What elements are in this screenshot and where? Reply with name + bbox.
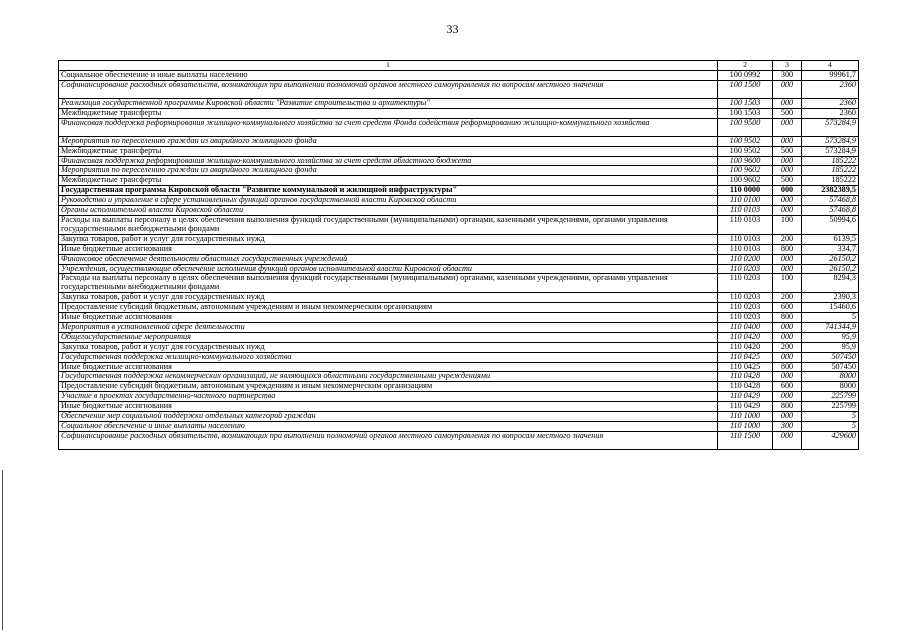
table-row	[59, 176, 859, 186]
table-row	[59, 146, 859, 156]
header-col-1: 1	[59, 61, 718, 71]
row-code: 110 0425	[718, 362, 773, 372]
row-amount: 5	[802, 412, 859, 422]
row-code: 110 0203	[718, 293, 773, 303]
row-amount: 8000	[802, 372, 859, 382]
table-header-row	[59, 61, 859, 71]
row-name: Закупка товаров, работ и услуг для государственных нужд	[59, 293, 718, 303]
row-name: Межбюджетные трансферты	[59, 176, 718, 186]
row-name: Государственная поддержка некоммерческих организаций, не являющихся областными государственными учреждениями	[59, 372, 718, 382]
row-type: 100	[773, 215, 802, 234]
row-name: Реализация государственной программы Кировской области "Развитие строительства и архитектуры"	[59, 98, 718, 108]
row-code: 110 0428	[718, 382, 773, 392]
row-code: 100 1503	[718, 108, 773, 118]
row-amount: 2360	[802, 80, 859, 98]
row-code: 100 9500	[718, 118, 773, 136]
row-amount: 573284,9	[802, 136, 859, 146]
table-row	[59, 71, 859, 81]
row-code: 110 0425	[718, 352, 773, 362]
table-row	[59, 254, 859, 264]
row-code: 100 9502	[718, 146, 773, 156]
table-row	[59, 136, 859, 146]
row-type: 300	[773, 422, 802, 432]
row-code: 110 0203	[718, 264, 773, 274]
row-name: Иные бюджетные ассигнования	[59, 402, 718, 412]
row-amount: 429600	[802, 431, 859, 449]
row-name: Мероприятия по переселению граждан из аварийного жилищного фонда	[59, 136, 718, 146]
row-type: 500	[773, 176, 802, 186]
table-row	[59, 352, 859, 362]
table-row	[59, 303, 859, 313]
row-amount: 2360	[802, 108, 859, 118]
table-row	[59, 332, 859, 342]
row-type: 000	[773, 166, 802, 176]
row-amount: 573284,9	[802, 146, 859, 156]
row-amount: 50994,6	[802, 215, 859, 234]
row-code: 110 1000	[718, 412, 773, 422]
row-name: Софинансирование расходных обязательств, возникающих при выполнении полномочий органов местного самоуправления по вопросам местного значения	[59, 431, 718, 449]
row-type: 000	[773, 156, 802, 166]
row-type: 000	[773, 186, 802, 196]
table-row	[59, 186, 859, 196]
row-code: 100 9602	[718, 166, 773, 176]
row-name: Социальное обеспечение и иные выплаты населению	[59, 71, 718, 81]
row-code: 110 0000	[718, 186, 773, 196]
row-name: Закупка товаров, работ и услуг для государственных нужд	[59, 342, 718, 352]
row-name: Учреждения, осуществляющие обеспечение исполнения функций органов исполнительной власти Кировской области	[59, 264, 718, 274]
row-type: 800	[773, 313, 802, 323]
row-name: Межбюджетные трансферты	[59, 108, 718, 118]
row-type: 000	[773, 118, 802, 136]
table-row	[59, 264, 859, 274]
table-row	[59, 118, 859, 136]
row-name: Финансовая поддержка реформирования жилищно-коммунального хозяйства за счет средств Фонда содействия реформированию жилищно-коммунального хозяйства	[59, 118, 718, 136]
row-amount: 99961,7	[802, 71, 859, 81]
table-row	[59, 80, 859, 98]
row-type: 000	[773, 332, 802, 342]
row-amount: 507450	[802, 362, 859, 372]
row-code: 110 0103	[718, 244, 773, 254]
table-row	[59, 342, 859, 352]
table-row	[59, 215, 859, 234]
table-row	[59, 431, 859, 449]
budget-table	[58, 60, 859, 450]
row-type: 200	[773, 293, 802, 303]
row-type: 600	[773, 382, 802, 392]
row-amount: 225799	[802, 392, 859, 402]
row-amount: 95,9	[802, 342, 859, 352]
row-name: Финансовое обеспечение деятельности областных государственных учреждений	[59, 254, 718, 264]
row-amount: 225799	[802, 402, 859, 412]
row-type: 800	[773, 402, 802, 412]
table-row	[59, 382, 859, 392]
row-name: Органы исполнительной власти Кировской области	[59, 206, 718, 216]
row-type: 000	[773, 412, 802, 422]
row-code: 110 0400	[718, 322, 773, 332]
row-type: 000	[773, 322, 802, 332]
row-amount: 8000	[802, 382, 859, 392]
row-code: 110 0428	[718, 372, 773, 382]
table-row	[59, 196, 859, 206]
row-name: Социальное обеспечение и иные выплаты населению	[59, 422, 718, 432]
row-name: Руководство и управление в сфере установленных функций органов государственной власти Кировской области	[59, 196, 718, 206]
row-code: 110 0203	[718, 274, 773, 293]
row-amount: 185222	[802, 166, 859, 176]
table-row	[59, 156, 859, 166]
row-type: 000	[773, 392, 802, 402]
row-amount: 8294,3	[802, 274, 859, 293]
table-row	[59, 422, 859, 432]
row-type: 200	[773, 234, 802, 244]
row-type: 000	[773, 196, 802, 206]
table-row	[59, 402, 859, 412]
row-code: 110 0203	[718, 303, 773, 313]
table-row	[59, 234, 859, 244]
row-code: 110 0429	[718, 402, 773, 412]
row-code: 100 9600	[718, 156, 773, 166]
row-amount: 57468,8	[802, 206, 859, 216]
row-name: Участие в проектах государственно-частного партнерства	[59, 392, 718, 402]
row-code: 100 1500	[718, 80, 773, 98]
row-type: 000	[773, 80, 802, 98]
row-name: Межбюджетные трансферты	[59, 146, 718, 156]
row-amount: 185222	[802, 176, 859, 186]
row-type: 000	[773, 352, 802, 362]
page-number: 33	[446, 22, 459, 36]
row-amount: 26150,2	[802, 264, 859, 274]
row-amount: 6139,5	[802, 234, 859, 244]
row-type: 000	[773, 264, 802, 274]
row-amount: 2390,3	[802, 293, 859, 303]
row-code: 110 0203	[718, 313, 773, 323]
table-row	[59, 98, 859, 108]
table-row	[59, 108, 859, 118]
table-row	[59, 313, 859, 323]
table-row	[59, 392, 859, 402]
row-type: 000	[773, 254, 802, 264]
row-type: 200	[773, 342, 802, 352]
row-amount: 2360	[802, 98, 859, 108]
row-amount: 507450	[802, 352, 859, 362]
row-name: Обеспечение мер социальной поддержки отдельных категорий граждан	[59, 412, 718, 422]
row-type: 800	[773, 362, 802, 372]
table-row	[59, 244, 859, 254]
table-row	[59, 274, 859, 293]
row-name: Расходы на выплаты персоналу в целях обеспечения выполнения функций государственными (муниципальными) органами, казенными учреждениями, органами управления государственными внебюджетными фондами	[59, 215, 718, 234]
row-type: 000	[773, 372, 802, 382]
row-code: 100 9502	[718, 136, 773, 146]
row-type: 100	[773, 274, 802, 293]
row-name: Закупка товаров, работ и услуг для государственных нужд	[59, 234, 718, 244]
table-row	[59, 166, 859, 176]
row-code: 110 0420	[718, 342, 773, 352]
row-type: 500	[773, 146, 802, 156]
header-col-3: 3	[773, 61, 802, 71]
row-amount: 2382389,5	[802, 186, 859, 196]
row-name: Предоставление субсидий бюджетным, автономным учреждениям и иным некоммерческим организациям	[59, 303, 718, 313]
row-type: 300	[773, 71, 802, 81]
row-name: Предоставление субсидий бюджетным, автономным учреждениям и иным некоммерческим организациям	[59, 382, 718, 392]
header-col-4: 4	[802, 61, 859, 71]
row-type: 000	[773, 206, 802, 216]
row-type: 800	[773, 244, 802, 254]
row-name: Государственная программа Кировской области "Развитие коммунальной и жилищной инфраструктуры"	[59, 186, 718, 196]
row-amount: 573284,9	[802, 118, 859, 136]
table-row	[59, 206, 859, 216]
row-code: 110 0103	[718, 215, 773, 234]
row-amount: 57468,8	[802, 196, 859, 206]
row-name: Иные бюджетные ассигнования	[59, 362, 718, 372]
row-code: 110 0429	[718, 392, 773, 402]
row-amount: 95,9	[802, 332, 859, 342]
row-name: Мероприятия по переселению граждан из аварийного жилищного фонда	[59, 166, 718, 176]
row-code: 110 0103	[718, 234, 773, 244]
table-row	[59, 372, 859, 382]
row-name: Софинансирование расходных обязательств, возникающих при выполнении полномочий органов местного самоуправления по вопросам местного значения	[59, 80, 718, 98]
row-type: 000	[773, 98, 802, 108]
row-type: 000	[773, 431, 802, 449]
row-amount: 334,7	[802, 244, 859, 254]
row-name: Иные бюджетные ассигнования	[59, 244, 718, 254]
table-row	[59, 293, 859, 303]
row-name: Общегосударственные мероприятия	[59, 332, 718, 342]
row-code: 110 1500	[718, 431, 773, 449]
scan-edge-line	[2, 470, 3, 630]
row-amount: 741344,9	[802, 322, 859, 332]
header-col-2: 2	[718, 61, 773, 71]
row-code: 110 0200	[718, 254, 773, 264]
row-type: 500	[773, 108, 802, 118]
row-name: Расходы на выплаты персоналу в целях обеспечения выполнения функций государственными (муниципальными) органами, казенными учреждениями, органами управления государственными внебюджетными фондами	[59, 274, 718, 293]
row-code: 110 0103	[718, 206, 773, 216]
row-amount: 5	[802, 422, 859, 432]
row-amount: 15460,6	[802, 303, 859, 313]
row-amount: 26150,2	[802, 254, 859, 264]
table-row	[59, 412, 859, 422]
row-code: 100 9602	[718, 176, 773, 186]
row-amount: 5	[802, 313, 859, 323]
table-row	[59, 322, 859, 332]
row-code: 110 0420	[718, 332, 773, 342]
row-code: 110 0100	[718, 196, 773, 206]
row-amount: 185222	[802, 156, 859, 166]
row-name: Финансовая поддержка реформирования жилищно-коммунального хозяйства за счет средств областного бюджета	[59, 156, 718, 166]
row-name: Мероприятия в установленной сфере деятельности	[59, 322, 718, 332]
row-code: 110 1000	[718, 422, 773, 432]
row-name: Государственная поддержка жилищно-коммунального хозяйства	[59, 352, 718, 362]
row-name: Иные бюджетные ассигнования	[59, 313, 718, 323]
table-row	[59, 362, 859, 372]
row-type: 000	[773, 136, 802, 146]
row-code: 100 0992	[718, 71, 773, 81]
row-type: 600	[773, 303, 802, 313]
row-code: 100 1503	[718, 98, 773, 108]
